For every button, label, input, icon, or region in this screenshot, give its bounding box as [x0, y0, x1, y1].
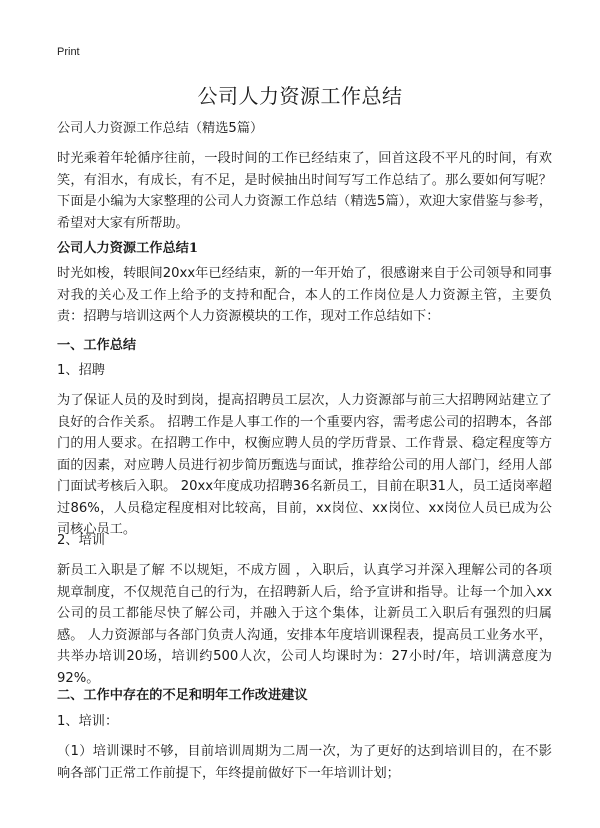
section-1-paragraph: 时光如梭，转眼间20xx年已经结束，新的一年开始了，很感谢来自于公司领导和同事对我的关心及工作上给予的支持和配合，本人的工作岗位是人力资源主管，主要负责：招聘与培训这两个人力资源模块的工作，现对工作总结如下：: [57, 266, 552, 324]
intro-paragraph: 时光乘着年轮循序往前，一段时间的工作已经结束了，回首这段不平凡的时间，有欢笑，有泪水，有成长，有不足，是时候抽出时间写写工作总结了。那么要如何写呢？下面是小编为大家整理的公司人力资源工作总结（精选5篇），欢迎大家借鉴与参考，希望对大家有所帮助。: [57, 151, 552, 231]
section-heading-1: 公司人力资源工作总结1: [57, 241, 199, 256]
part-2-item-1-label: 1、培训：: [57, 714, 119, 729]
item-2-label: 2、培训: [57, 533, 105, 548]
part-2-heading: 二、工作中存在的不足和明年工作改进建议: [57, 688, 308, 703]
document-subtitle: 公司人力资源工作总结（精选5篇）: [57, 121, 264, 136]
print-label: Print: [57, 46, 80, 58]
document-title: 公司人力资源工作总结: [197, 84, 403, 108]
item-2-paragraph: 新员工入职是了解 不以规矩，不成方圆 ，入职后，认真学习并深入理解公司的各项规章制度，不仅规范自己的行为，在招聘新人后，给予宣讲和指导。让每一个加入xx公司的员工都能尽快了解公司，并融入于这个集体，让新员工入职后有强烈的归属感。 人力资源部与各部门负责人沟通，安排本年度培训课程表，提高员工业务水平，共举办培训20场，培训约500人次，公司人均课时为：27小时/年，培训满意度为92%。: [57, 563, 552, 686]
item-1-paragraph: 为了保证人员的及时到岗，提高招聘员工层次，人力资源部与前三大招聘网站建立了良好的合作关系。 招聘工作是人事工作的一个重要内容，需考虑公司的招聘本，各部门的用人要求。在招聘工作中，权衡应聘人员的学历背景、工作背景、稳定程度等方面的因素，对应聘人员进行初步简历甄选与面试，推荐给公司的用人部门，经用人部门面试考核后入职。 20xx年度成功招聘36名新员工，目前在职31人，员工适岗率超过86%，人员稳定程度相对比较高，目前，xx岗位、xx岗位、xx岗位人员已成为公司核心员工。: [57, 393, 552, 537]
item-1-label: 1、招聘: [57, 363, 105, 378]
part-2-item-1-paragraph: （1）培训课时不够，目前培训周期为二周一次，为了更好的达到培训目的，在不影响各部门正常工作前提下，年终提前做好下一年培训计划；: [57, 744, 552, 781]
part-1-heading: 一、工作总结: [57, 338, 137, 353]
